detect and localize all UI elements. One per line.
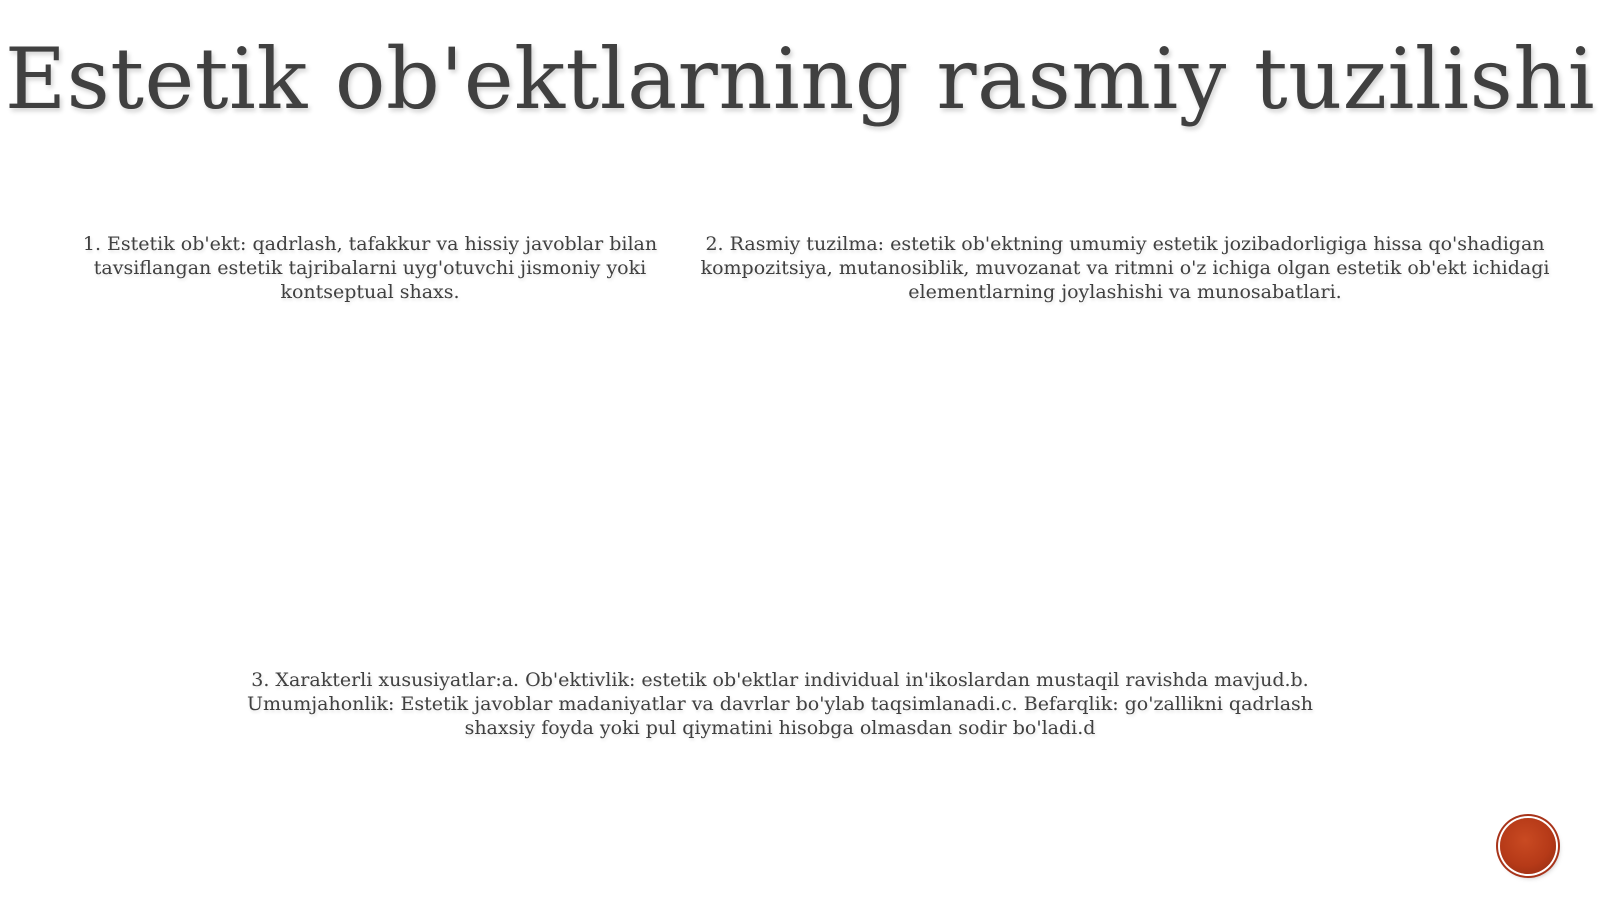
point-2-text: 2. Rasmiy tuzilma: estetik ob'ektning umumiy estetik jozibadorligiga hissa qo'shadigan kompozitsiya, mutanosiblik, muvozanat va ritmni o'z ichiga olgan estetik ob'ekt ichidagi elementlarning joylashishi va munosabatlari. bbox=[700, 233, 1550, 303]
slide-title: Estetik ob'ektlarning rasmiy tuzilishi bbox=[4, 30, 1596, 128]
circle-button-icon[interactable] bbox=[1500, 818, 1556, 874]
point-1-text: 1. Estetik ob'ekt: qadrlash, tafakkur va hissiy javoblar bilan tavsiflangan estetik tajribalarni uyg'otuvchi jismoniy yoki kontseptual shaxs. bbox=[82, 233, 658, 303]
point-3-text: 3. Xarakterli xususiyatlar:a. Ob'ektivlik: estetik ob'ektlar individual in'ikoslardan mustaqil ravishda mavjud.b. Umumjahonlik: Estetik javoblar madaniyatlar va davrlar bo'ylab taqsimlanadi.c. Befarqlik: go'zallikni qadrlash shaxsiy foyda yoki pul qiymatini hisobga olmasdan sodir bo'ladi.d bbox=[246, 669, 1314, 739]
